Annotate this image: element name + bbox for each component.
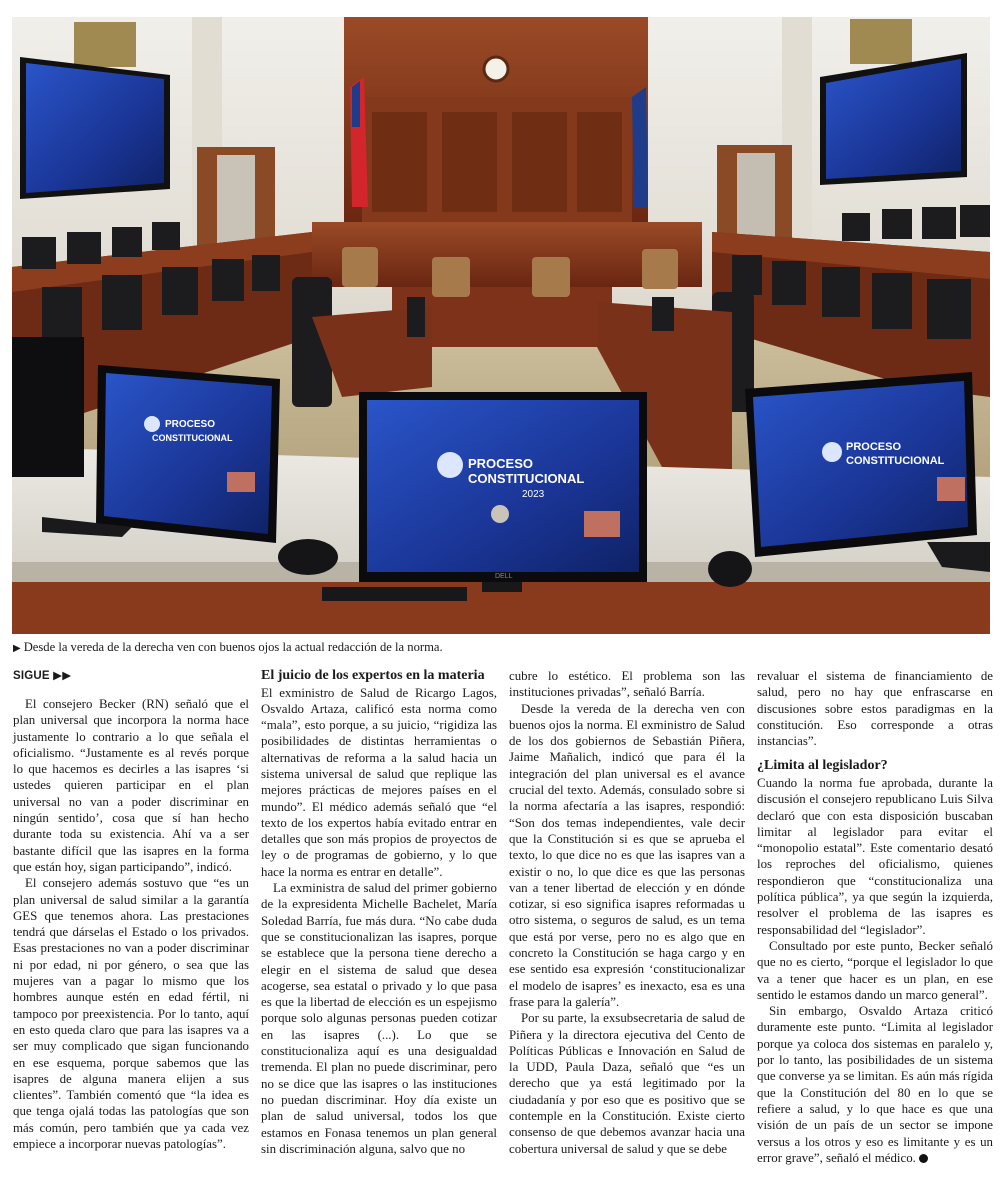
paragraph: Consultado por este punto, Becker señaló que no es cierto, “porque el legislador lo que va a tener que hacer es un plan, en ese sentido le estamos dando un marco general”. — [757, 938, 993, 1002]
photo-caption — [13, 640, 988, 656]
paragraph: El consejero Becker (RN) señaló que el plan universal que incorpora la norma hace justamente lo contrario a lo que señala el oficialismo. “Justamente es al revés porque lo que hacemos es decirles a las isapres ‘si ustedes quieren participar en el plan universal no van a poder discriminar en ningún sentido’, cosa que sí han hecho durante toda su existencia. Ahí va a ser bastante difícil que las isapres en la forma que están hoy, sigan participando”, indicó. — [13, 697, 249, 874]
article-column-1 — [13, 668, 249, 1152]
caption-triangle-icon: ▶ — [13, 643, 21, 654]
svg-text:2023: 2023 — [522, 489, 545, 500]
end-of-article-icon — [919, 1154, 928, 1163]
paragraph — [757, 1003, 993, 1166]
caption-text: Desde la vereda de la derecha ven con buenos ojos la actual redacción de la norma. — [23, 640, 443, 654]
svg-text:CONSTITUCIONAL: CONSTITUCIONAL — [152, 433, 233, 443]
paragraph: Por su parte, la exsubsecretaria de salud de Piñera y la directora ejecutiva del Cento de Políticas Públicas e Innovación en Salud de la UDD, Paula Daza, señaló que “es un derecho que ya está legitimado por la ciudadanía y por eso que es positivo que se contemple en la Constitución. Existe cierto consenso de que debemos avanzar hacia una cobertura universal de salud y que se debe — [509, 1011, 745, 1156]
svg-text:CONSTITUCIONAL: CONSTITUCIONAL — [468, 471, 585, 486]
svg-text:CONSTITUCIONAL: CONSTITUCIONAL — [846, 455, 945, 467]
paragraph-text: Sin embargo, Osvaldo Artaza criticó duramente este punto. “Limita al legislador porque ya coloca dos sistemas en paralelo y, por lo tanto, las posibilidades de un sistema que converse ya se limitan. Es aún más rígida que la Constitución del 80 en lo que se refiere a salud, y lo que hace es que una visión de un país de un sector se impone versus a los otros y eso es limitante y es un error grave”, señaló el médico. — [757, 1004, 993, 1165]
paragraph: El exministro de Salud de Ricargo Lagos, Osvaldo Artaza, calificó esta norma como “mala”, esto porque, a su juicio, “rigidiza las posibilidades de distintas herramientas o alternativas de reforma a la salud hacia un sistema universal de salud que replique las mejores prácticas de mejores países en el mundo”. El médico además señaló que “el texto de los expertos había evitado entrar en detalles que son más propios de proyectos de ley o de programas de gobierno, y lo que hace la norma es entrar en detalle”. — [261, 685, 497, 879]
svg-text:PROCESO: PROCESO — [846, 441, 902, 453]
svg-text:PROCESO: PROCESO — [468, 456, 534, 471]
section-heading: ¿Limita al legislador? — [757, 758, 888, 774]
paragraph: Desde la vereda de la derecha ven con buenos ojos la norma. El exministro de Salud de los dos gobiernos de Sebastián Piñera, Jaime Mañalich, indicó que para él la integración del plan universal es el avance crucial del texto. Además, consulado sobre si la norma afectaría a las isapres, respondió: “Son dos temas independientes, vale decir que la Constitución si es que se aprueba el texto, lo que dice no es que las isapres van a existir o no, lo que dice es que las personas van a tener libertad de elección y en dónde cotizar, si eso significa isapres reformadas u otro sistema, o seguros de salud, es un tema que está por verse, pero no es algo que en concreto la Constitución se haga cargo y en ese sentido esa expresión ‘constitucionalizar el modelo de isapres’ es inexacto, esa es una frase para la galería”. — [509, 701, 745, 1009]
section-heading: El juicio de los expertos en la materia — [261, 668, 485, 683]
paragraph: La exministra de salud del primer gobierno de la expresidenta Michelle Bachelet, María Soledad Barría, fue más dura. “No cabe duda que se constitucionalizan las isapres, porque se establece que la persona tiene derecho a elegir en el sistema de salud que desea acogerse, sea estatal o privado y lo que pasa es que la libertad de elección es un espejismo porque solo algunas personas pueden cotizar en las isapres (...). Lo que se constitucionaliza aquí es una desigualdad tremenda. El plan no puede discriminar, pero no se dice que las isapres o las instituciones no puedan discriminar. Hoy día existe un plan de salud universal, todos los que estamos en Fonasa tenemos un plan general sin discriminación alguna, salvo que no — [261, 881, 497, 1156]
svg-text:PROCESO: PROCESO — [165, 419, 216, 430]
hero-photo — [12, 17, 990, 634]
paragraph: El consejero además sostuvo que “es un plan universal de salud similar a la garantía GES que tenemos ahora. Las prestaciones tendrá que dárselas el Estado o los privados. Esas prestaciones no van a poder discriminar ni por edad, ni por género, o sea que las mujeres van a pagar lo mismo que los hombres aunque estén en edad fértil, ni tampoco por preexistencia. Por lo tanto, aquí en esto queda claro que para las isapres va a ser muy complicado que sigan funcionando en ese esquema, porque sabemos que las isapres de alguna manera elijen a sus clientes”. También comentó que “la idea es que tenga ojalá todas las patologías que son más común, pero también que ya cada vez empiece a incorporar nuevas patologías”. — [13, 876, 249, 1152]
paragraph: Cuando la norma fue aprobada, durante la discusión el consejero republicano Luis Silva declaró que con esta disposición buscaban limitar al legislador para evitar el “monopolio estatal”. Este comentario desató los reproches del oficialismo, quienes respondieron que “constitucionaliza una política pública”, ya que según la izquierda, resolver el problema de las isapres es responsabilidad del “legislador”. — [757, 775, 993, 937]
paragraph: revaluar el sistema de financiamiento de salud, pero no hay que enfrascarse en discusiones sobre estos paradigmas en la constitución. Eso corresponde a otras instancias”. — [757, 669, 993, 749]
paragraph: cubre lo estético. El problema son las instituciones privadas”, señaló Barría. — [509, 669, 745, 700]
svg-text:DELL: DELL — [495, 573, 513, 580]
article-column-4 — [757, 668, 993, 1166]
article-column-3 — [509, 668, 745, 1157]
article-column-2 — [261, 668, 497, 1157]
sigue-label: SIGUE ▶▶ — [13, 670, 72, 682]
